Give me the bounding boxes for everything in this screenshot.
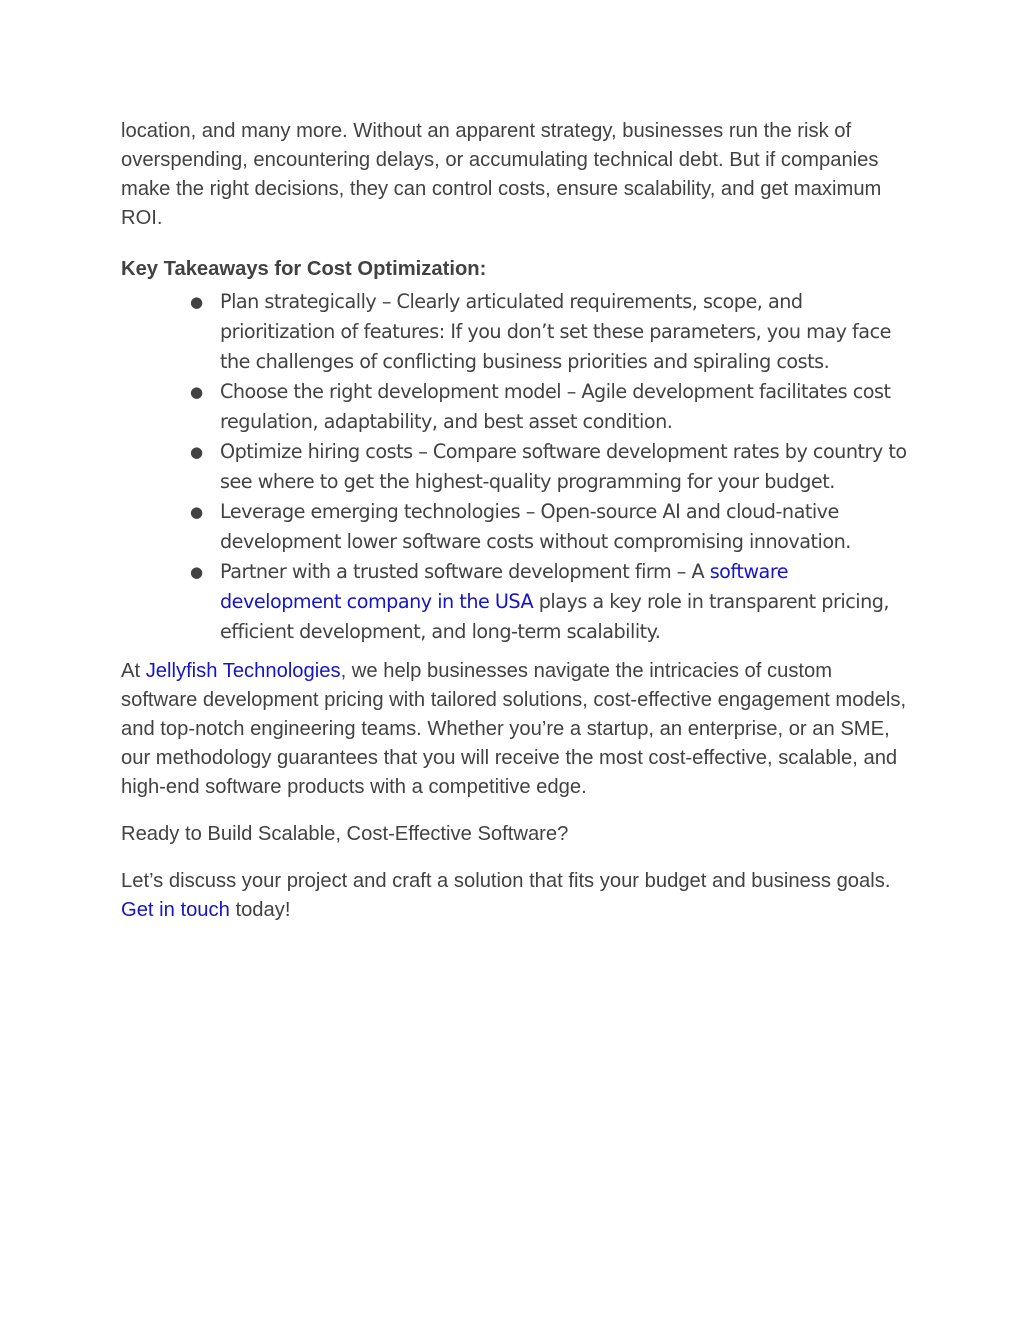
company-text-after: , we help businesses navigate the intricacies of custom software development pricing with tailored solutions, cost-effective engagement models, and top-notch engineering teams. Whether you’re a startup, an enterprise, or an SME, our methodology guarantees that you will receive the most cost-effective, scalable, and high-end software products with a competitive edge. — [121, 660, 907, 798]
ready-paragraph: Ready to Build Scalable, Cost-Effective Software? — [121, 823, 569, 845]
bullet-icon: ● — [190, 503, 203, 521]
bullet-icon: ● — [190, 293, 203, 311]
list-item-text: Plan strategically – Clearly articulated requirements, scope, and prioritization of features: If you don’t set these parameters, you may face the challenges of conflicting business priorities and spiraling costs. — [220, 290, 891, 373]
discuss-paragraph — [121, 867, 911, 925]
list-item-text: Choose the right development model – Agile development facilitates cost regulation, adaptability, and best asset condition. — [220, 380, 891, 433]
takeaways-list — [121, 287, 911, 647]
bullet-icon: ● — [190, 443, 203, 461]
list-item-text: Optimize hiring costs – Compare software development rates by country to see where to get the highest-quality programming for your budget. — [220, 440, 907, 493]
list-item — [190, 557, 911, 647]
discuss-text-before: Let’s discuss your project and craft a solution that fits your budget and business goals. — [121, 870, 891, 892]
company-text-before: At — [121, 660, 146, 682]
discuss-text-after: today! — [229, 899, 291, 921]
get-in-touch-link[interactable]: Get in touch — [121, 899, 230, 921]
company-paragraph — [121, 657, 911, 802]
list-item — [190, 377, 911, 437]
bullet-icon: ● — [190, 383, 203, 401]
document-page — [121, 117, 911, 925]
list-item — [190, 497, 911, 557]
list-item-text: Leverage emerging technologies – Open-source AI and cloud-native development lower software costs without compromising innovation. — [220, 500, 851, 553]
list-item — [190, 287, 911, 377]
takeaways-heading: Key Takeaways for Cost Optimization: — [121, 258, 487, 280]
bullet-icon: ● — [190, 563, 203, 581]
intro-paragraph: location, and many more. Without an apparent strategy, businesses run the risk of overspending, encountering delays, or accumulating technical debt. But if companies make the right decisions, they can control costs, ensure scalability, and get maximum ROI. — [121, 120, 882, 229]
software-company-usa-link[interactable]: software development company in the USA — [220, 560, 789, 613]
jellyfish-technologies-link[interactable]: Jellyfish Technologies — [145, 660, 341, 682]
list-item-text-after: plays a key role in transparent pricing, efficient development, and long-term scalability. — [220, 590, 890, 643]
list-item — [190, 437, 911, 497]
list-item-text-before: Partner with a trusted software development firm – A — [220, 560, 710, 583]
